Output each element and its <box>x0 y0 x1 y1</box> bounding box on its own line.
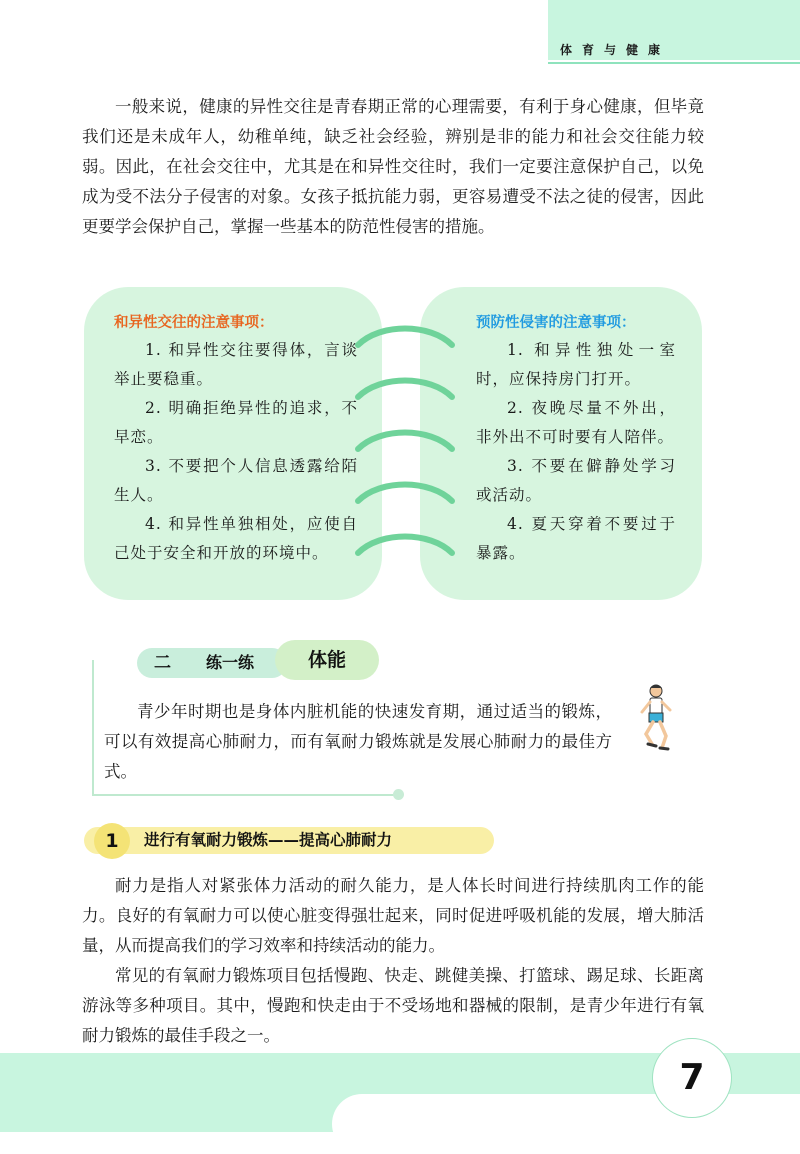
subsection1-number: 1 <box>94 823 130 859</box>
section2-paragraph: 青少年时期也是身体内脏机能的快速发育期，通过适当的锻炼，可以有效提高心肺耐力，而有氧耐力锻炼就是发展心肺耐力的最佳方式。 <box>104 702 612 781</box>
section2-frame-line <box>92 794 398 796</box>
notes-left-item: 2. 明确拒绝异性的追求，不早恋。 <box>114 399 358 446</box>
intro-paragraph: 一般来说，健康的异性交往是青春期正常的心理需要，有利于身心健康，但毕竟我们还是未成年人，幼稚单纯，缺乏社会经验，辨别是非的能力和社会交往能力较弱。因此，在社会交往中，尤其是在和异性交往时，我们一定要注意保护自己，以免成为受不法分子侵害的对象。女孩子抵抗能力弱，更容易遭受不法之徒的侵害，因此更要学会保护自己，掌握一些基本的防范性侵害的措施。 <box>82 97 704 236</box>
notes-left-item: 3. 不要把个人信息透露给陌生人。 <box>114 457 358 504</box>
header-rule <box>548 62 800 64</box>
notes-left-item: 4. 和异性单独相处，应使自己处于安全和开放的环境中。 <box>114 515 358 562</box>
notes-right-item: 2. 夜晚尽量不外出，非外出不可时要有人陪伴。 <box>476 399 676 446</box>
binder-ring <box>358 537 452 554</box>
section2-badge: 体能 <box>275 640 379 680</box>
notes-right-item: 4. 夏天穿着不要过于暴露。 <box>476 515 676 562</box>
section2-number: 二 <box>154 653 171 673</box>
binder-ring <box>358 381 452 398</box>
runner-illustration <box>632 682 680 754</box>
binder-ring <box>358 433 452 450</box>
binder-rings <box>350 325 460 565</box>
section2-prefix: 练一练 <box>206 653 255 672</box>
binder-ring <box>358 485 452 502</box>
header-title: 体育与健康 <box>560 43 671 57</box>
page-number: 7 <box>652 1038 732 1118</box>
notes-right-heading: 预防性侵害的注意事项： <box>476 315 636 331</box>
notes-left-heading: 和异性交往的注意事项： <box>114 315 274 331</box>
subsection1-paragraph: 常见的有氧耐力锻炼项目包括慢跑、快走、跳健美操、打篮球、踢足球、长距离游泳等多种项目。其中，慢跑和快走由于不受场地和器械的限制，是青少年进行有氧耐力锻炼的最佳手段之一。 <box>82 966 704 1045</box>
subsection1-title: 进行有氧耐力锻炼——提高心肺耐力 <box>144 831 393 849</box>
footer-white-tab <box>332 1094 800 1154</box>
subsection1-paragraph: 耐力是指人对紧张体力活动的耐久能力，是人体长时间进行持续肌肉工作的能力。良好的有氧耐力可以使心脏变得强壮起来，同时促进呼吸机能的发展，增大肺活量，从而提高我们的学习效率和持续活动的能力。 <box>82 876 704 955</box>
section2-frame-line <box>92 660 94 796</box>
notes-right-item: 3. 不要在僻静处学习或活动。 <box>476 457 676 504</box>
section2-frame-dot <box>393 789 404 800</box>
notes-box-right <box>420 287 702 600</box>
binder-ring <box>358 329 452 346</box>
notes-box-left <box>84 287 382 600</box>
notes-left-item: 1. 和异性交往要得体，言谈举止要稳重。 <box>114 341 358 388</box>
notes-right-item: 1. 和异性独处一室时，应保持房门打开。 <box>476 341 676 388</box>
